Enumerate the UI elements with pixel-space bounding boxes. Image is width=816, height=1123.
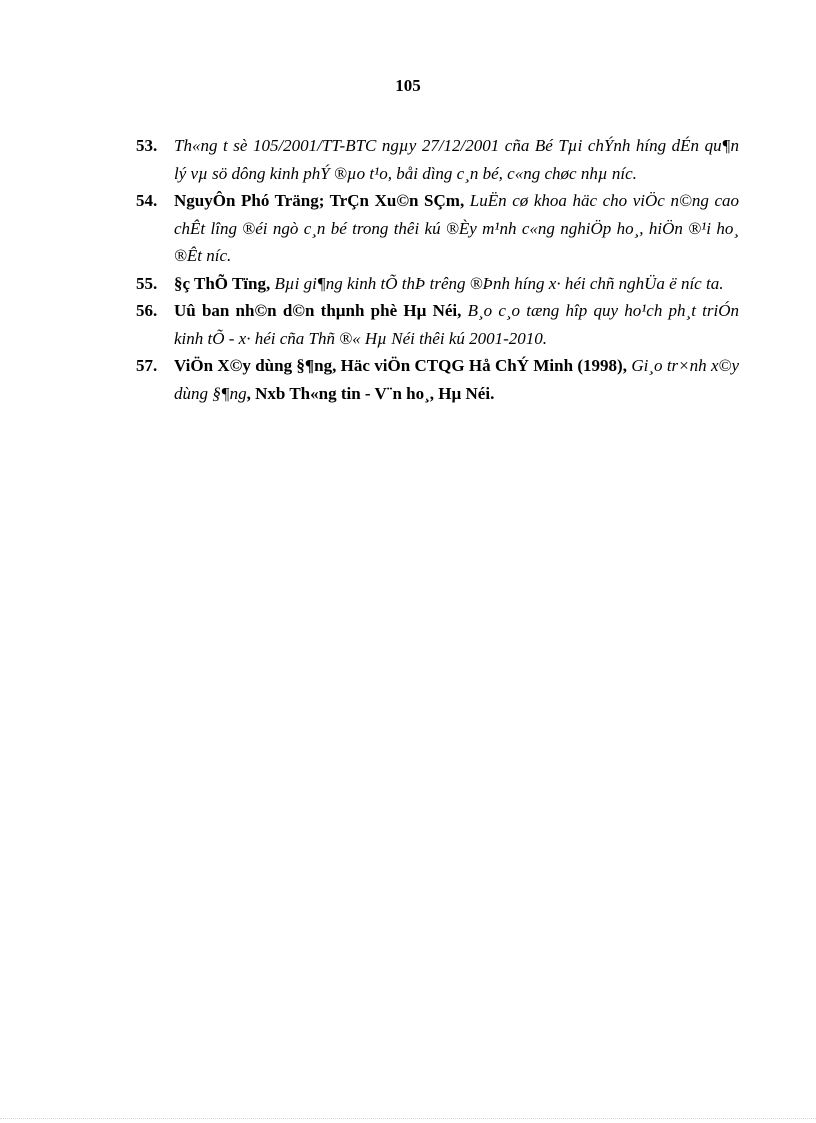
reference-title: Gi¸o tr×nh x©y dùng §¶ng xyxy=(174,356,739,403)
reference-title: LuËn cø khoa häc cho viÖc n©ng cao chÊt lîng ®éi ngò c¸n bé trong thêi kú ®Èy m¹nh c«ng nghiÖp ho¸, hiÖn ®¹i ho¸ ®Êt níc. xyxy=(174,191,739,265)
reference-item xyxy=(136,352,739,407)
reference-publisher: , Nxb Th«ng tin - V¨n ho¸, Hµ Néi. xyxy=(246,383,495,403)
page-bottom-divider xyxy=(0,1118,816,1119)
reference-author: NguyÔn Phó Träng; TrÇn Xu©n SÇm, xyxy=(174,191,470,210)
reference-text xyxy=(174,270,739,298)
reference-text xyxy=(174,187,739,270)
reference-item xyxy=(136,187,739,270)
reference-text xyxy=(174,352,739,407)
page-number: 105 xyxy=(395,76,421,95)
reference-text xyxy=(174,297,739,352)
reference-author: Uû ban nh©n d©n thµnh phè Hµ Néi, xyxy=(174,301,468,320)
reference-item xyxy=(136,132,739,187)
reference-author: ViÖn X©y dùng §¶ng, Häc viÖn CTQG Hå ChÝ Minh (1998), xyxy=(174,356,632,375)
reference-list xyxy=(136,132,739,407)
reference-title: B¸o c¸o tæng hîp quy ho¹ch ph¸t triÓn kinh tÕ - x· héi cña Thñ ®« Hµ Néi thêi kú 2001-2010. xyxy=(174,301,739,348)
reference-number: 53. xyxy=(136,136,158,155)
reference-number: 55. xyxy=(136,273,158,293)
reference-item xyxy=(136,297,739,352)
reference-title: Bµi gi¶ng kinh tÕ thÞ trêng ®Þnh híng x· héi chñ nghÜa ë níc ta. xyxy=(274,273,724,293)
reference-item xyxy=(136,270,739,298)
reference-number: 57. xyxy=(136,356,158,375)
reference-title: Th«ng t sè 105/2001/TT-BTC ngµy 27/12/2001 cña Bé Tµi chÝnh híng dÉn qu¶n lý vµ sö dông kinh phÝ ®µo t¹o, båi dìng c¸n bé, c«ng chøc nhµ níc. xyxy=(174,136,739,183)
reference-text xyxy=(174,132,739,187)
reference-number: 54. xyxy=(136,191,158,210)
reference-author: §ç ThÕ Tïng, xyxy=(174,273,275,293)
reference-number: 56. xyxy=(136,301,158,320)
